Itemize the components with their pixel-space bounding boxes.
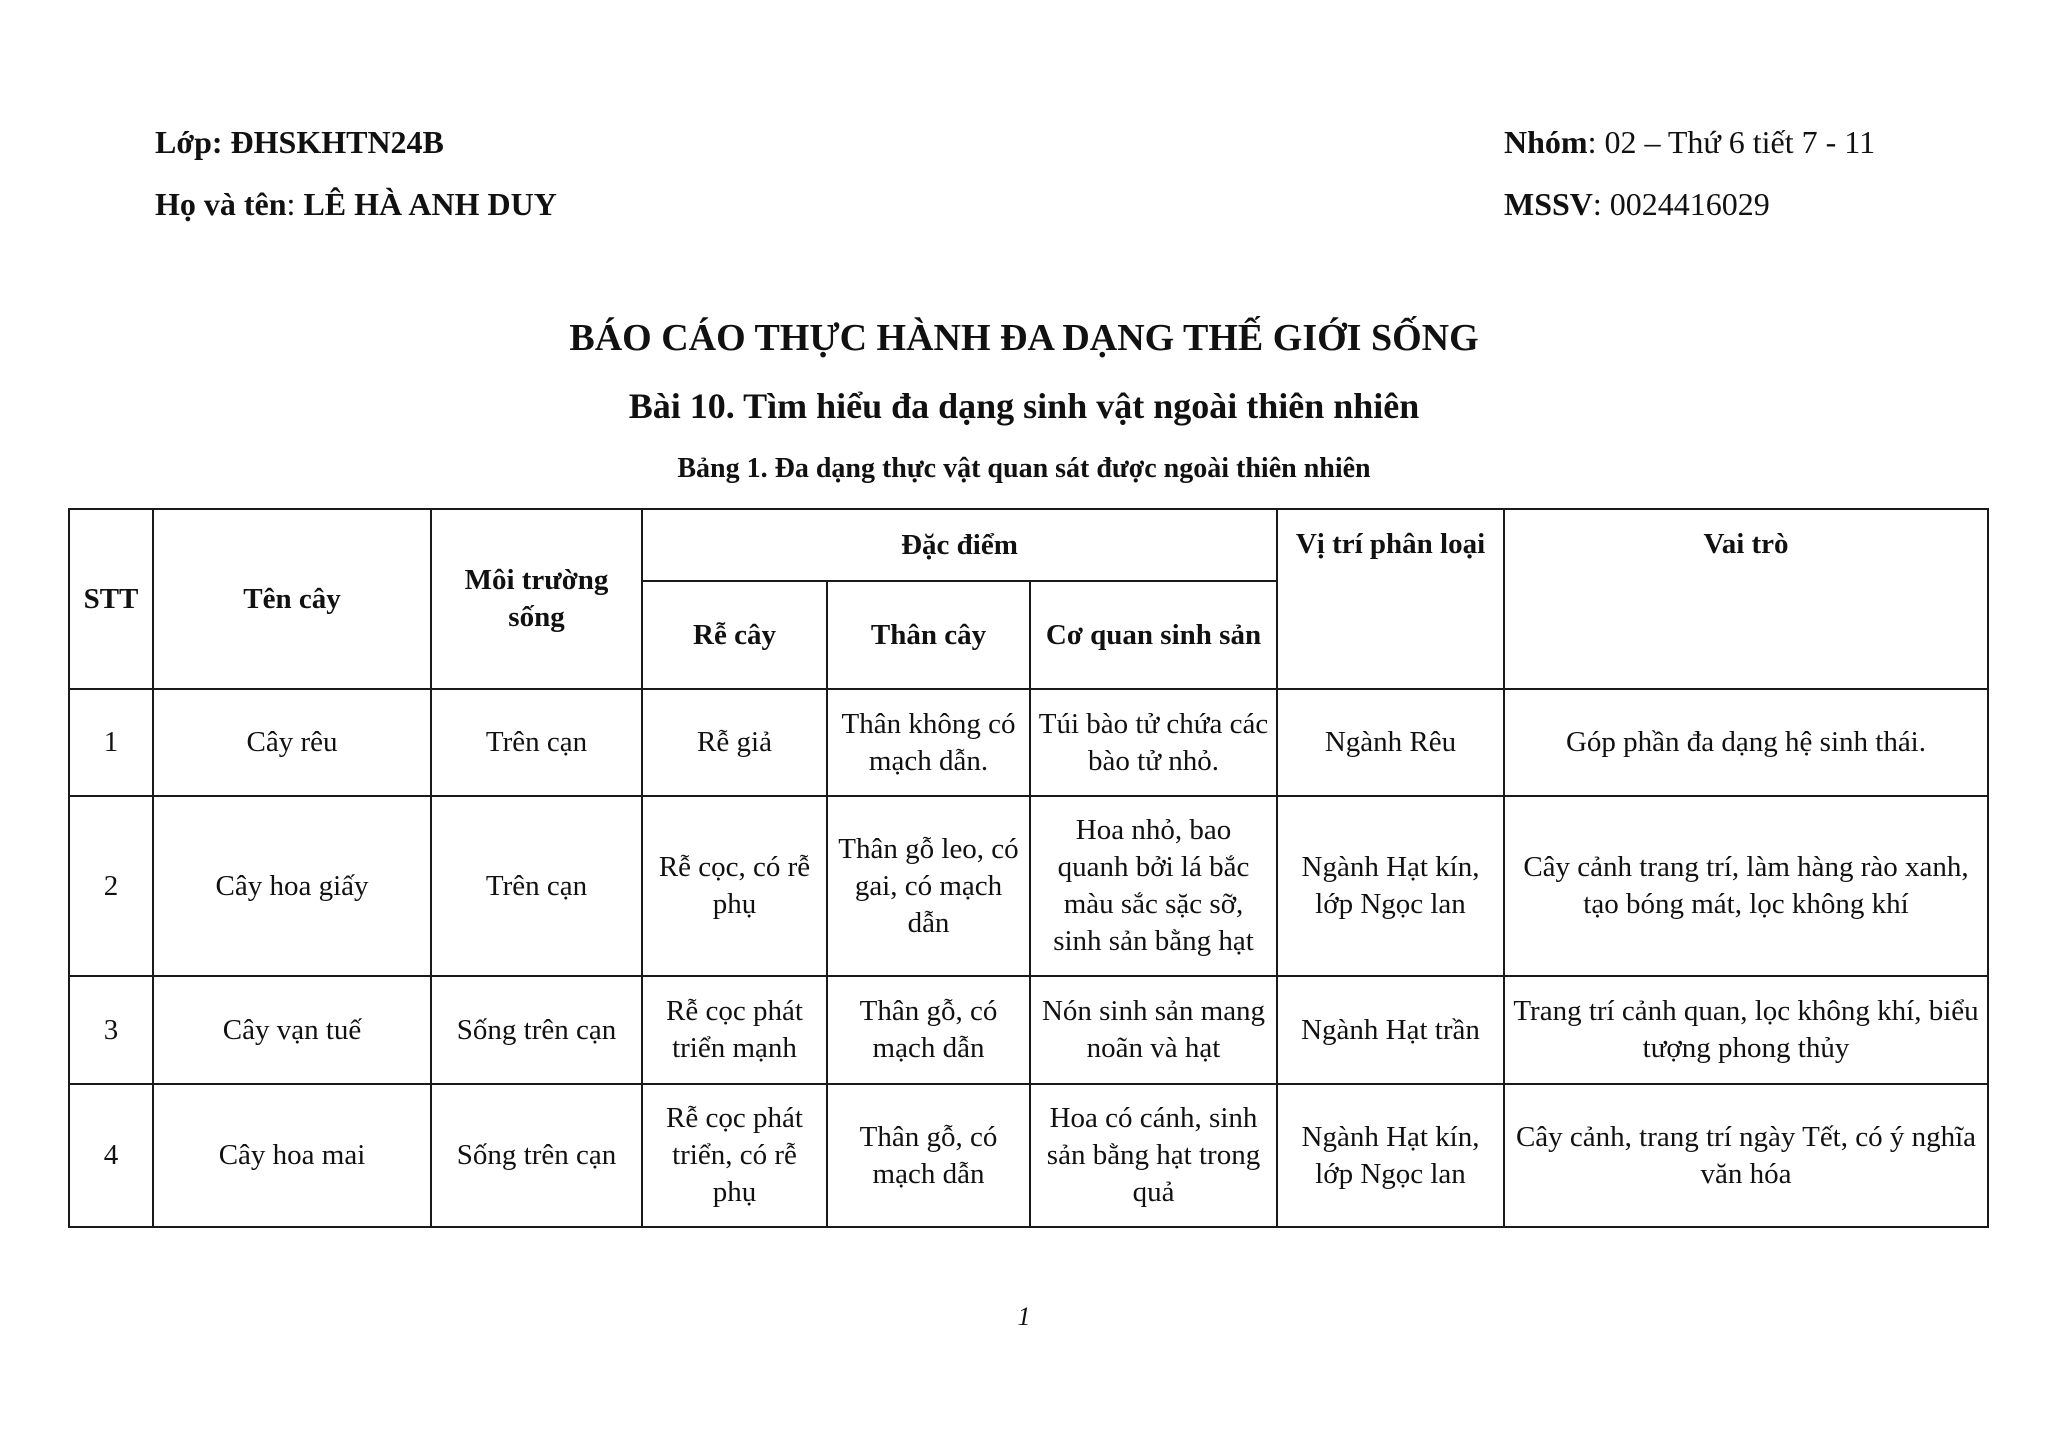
- table-row: [69, 689, 1988, 796]
- cell-stem: Thân gỗ leo, có gai, có mạch dẫn: [827, 796, 1030, 976]
- cell-root: Rễ giả: [642, 689, 827, 796]
- cell-reproductive: Hoa có cánh, sinh sản bằng hạt trong quả: [1030, 1084, 1277, 1227]
- cell-name: Cây rêu: [153, 689, 431, 796]
- header-features: Đặc điểm: [642, 509, 1277, 581]
- cell-reproductive: Nón sinh sản mang noãn và hạt: [1030, 976, 1277, 1084]
- cell-habitat: Trên cạn: [431, 796, 642, 976]
- cell-role: Cây cảnh, trang trí ngày Tết, có ý nghĩa văn hóa: [1504, 1084, 1988, 1227]
- cell-classification: Ngành Hạt kín, lớp Ngọc lan: [1277, 796, 1504, 976]
- cell-stem: Thân gỗ, có mạch dẫn: [827, 976, 1030, 1084]
- cell-role: Góp phần đa dạng hệ sinh thái.: [1504, 689, 1988, 796]
- plant-diversity-table: [68, 508, 1989, 1228]
- name-line: Họ và tên: LÊ HÀ ANH DUY: [155, 186, 557, 222]
- cell-stem: Thân gỗ, có mạch dẫn: [827, 1084, 1030, 1227]
- table-caption: Bảng 1. Đa dạng thực vật quan sát được ngoài thiên nhiên: [677, 453, 1371, 484]
- header-habitat: Môi trường sống: [431, 509, 642, 689]
- report-title: BÁO CÁO THỰC HÀNH ĐA DẠNG THẾ GIỚI SỐNG: [569, 317, 1479, 359]
- cell-classification: Ngành Rêu: [1277, 689, 1504, 796]
- class-line: Lớp: ĐHSKHTN24B: [155, 124, 444, 160]
- cell-stt: 3: [69, 976, 153, 1084]
- cell-classification: Ngành Hạt trần: [1277, 976, 1504, 1084]
- cell-role: Cây cảnh trang trí, làm hàng rào xanh, tạo bóng mát, lọc không khí: [1504, 796, 1988, 976]
- cell-role: Trang trí cảnh quan, lọc không khí, biểu tượng phong thủy: [1504, 976, 1988, 1084]
- cell-classification: Ngành Hạt kín, lớp Ngọc lan: [1277, 1084, 1504, 1227]
- header-root: Rễ cây: [642, 581, 827, 689]
- header-name: Tên cây: [153, 509, 431, 689]
- name-value: LÊ HÀ ANH DUY: [303, 186, 557, 222]
- cell-stem: Thân không có mạch dẫn.: [827, 689, 1030, 796]
- header-role: Vai trò: [1504, 509, 1988, 689]
- cell-habitat: Sống trên cạn: [431, 976, 642, 1084]
- table-row: [69, 796, 1988, 976]
- cell-habitat: Trên cạn: [431, 689, 642, 796]
- student-id-value: 0024416029: [1609, 186, 1770, 222]
- cell-name: Cây vạn tuế: [153, 976, 431, 1084]
- class-label: Lớp: [155, 124, 212, 160]
- cell-habitat: Sống trên cạn: [431, 1084, 642, 1227]
- cell-reproductive: Túi bào tử chứa các bào tử nhỏ.: [1030, 689, 1277, 796]
- student-id-label: MSSV: [1504, 186, 1593, 222]
- cell-stt: 2: [69, 796, 153, 976]
- name-label: Họ và tên: [155, 186, 287, 222]
- cell-reproductive: Hoa nhỏ, bao quanh bởi lá bắc màu sắc sặc sỡ, sinh sản bằng hạt: [1030, 796, 1277, 976]
- student-id-line: MSSV: 0024416029: [1504, 186, 1770, 222]
- group-line: Nhóm: 02 – Thứ 6 tiết 7 - 11: [1504, 124, 1876, 160]
- lesson-title: Bài 10. Tìm hiểu đa dạng sinh vật ngoài thiên nhiên: [628, 386, 1420, 426]
- table-row: [69, 976, 1988, 1084]
- page-number: 1: [1017, 1302, 1031, 1331]
- table-row: [69, 1084, 1988, 1227]
- class-value: ĐHSKHTN24B: [230, 124, 444, 160]
- cell-root: Rễ cọc, có rễ phụ: [642, 796, 827, 976]
- header-classification: Vị trí phân loại: [1277, 509, 1504, 689]
- cell-stt: 4: [69, 1084, 153, 1227]
- cell-name: Cây hoa giấy: [153, 796, 431, 976]
- header-reproductive: Cơ quan sinh sản: [1030, 581, 1277, 689]
- cell-name: Cây hoa mai: [153, 1084, 431, 1227]
- cell-root: Rễ cọc phát triển mạnh: [642, 976, 827, 1084]
- cell-root: Rễ cọc phát triển, có rễ phụ: [642, 1084, 827, 1227]
- group-value: 02 – Thứ 6 tiết 7 - 11: [1604, 124, 1876, 160]
- header-stt: STT: [69, 509, 153, 689]
- cell-stt: 1: [69, 689, 153, 796]
- header-stem: Thân cây: [827, 581, 1030, 689]
- group-label: Nhóm: [1504, 124, 1588, 160]
